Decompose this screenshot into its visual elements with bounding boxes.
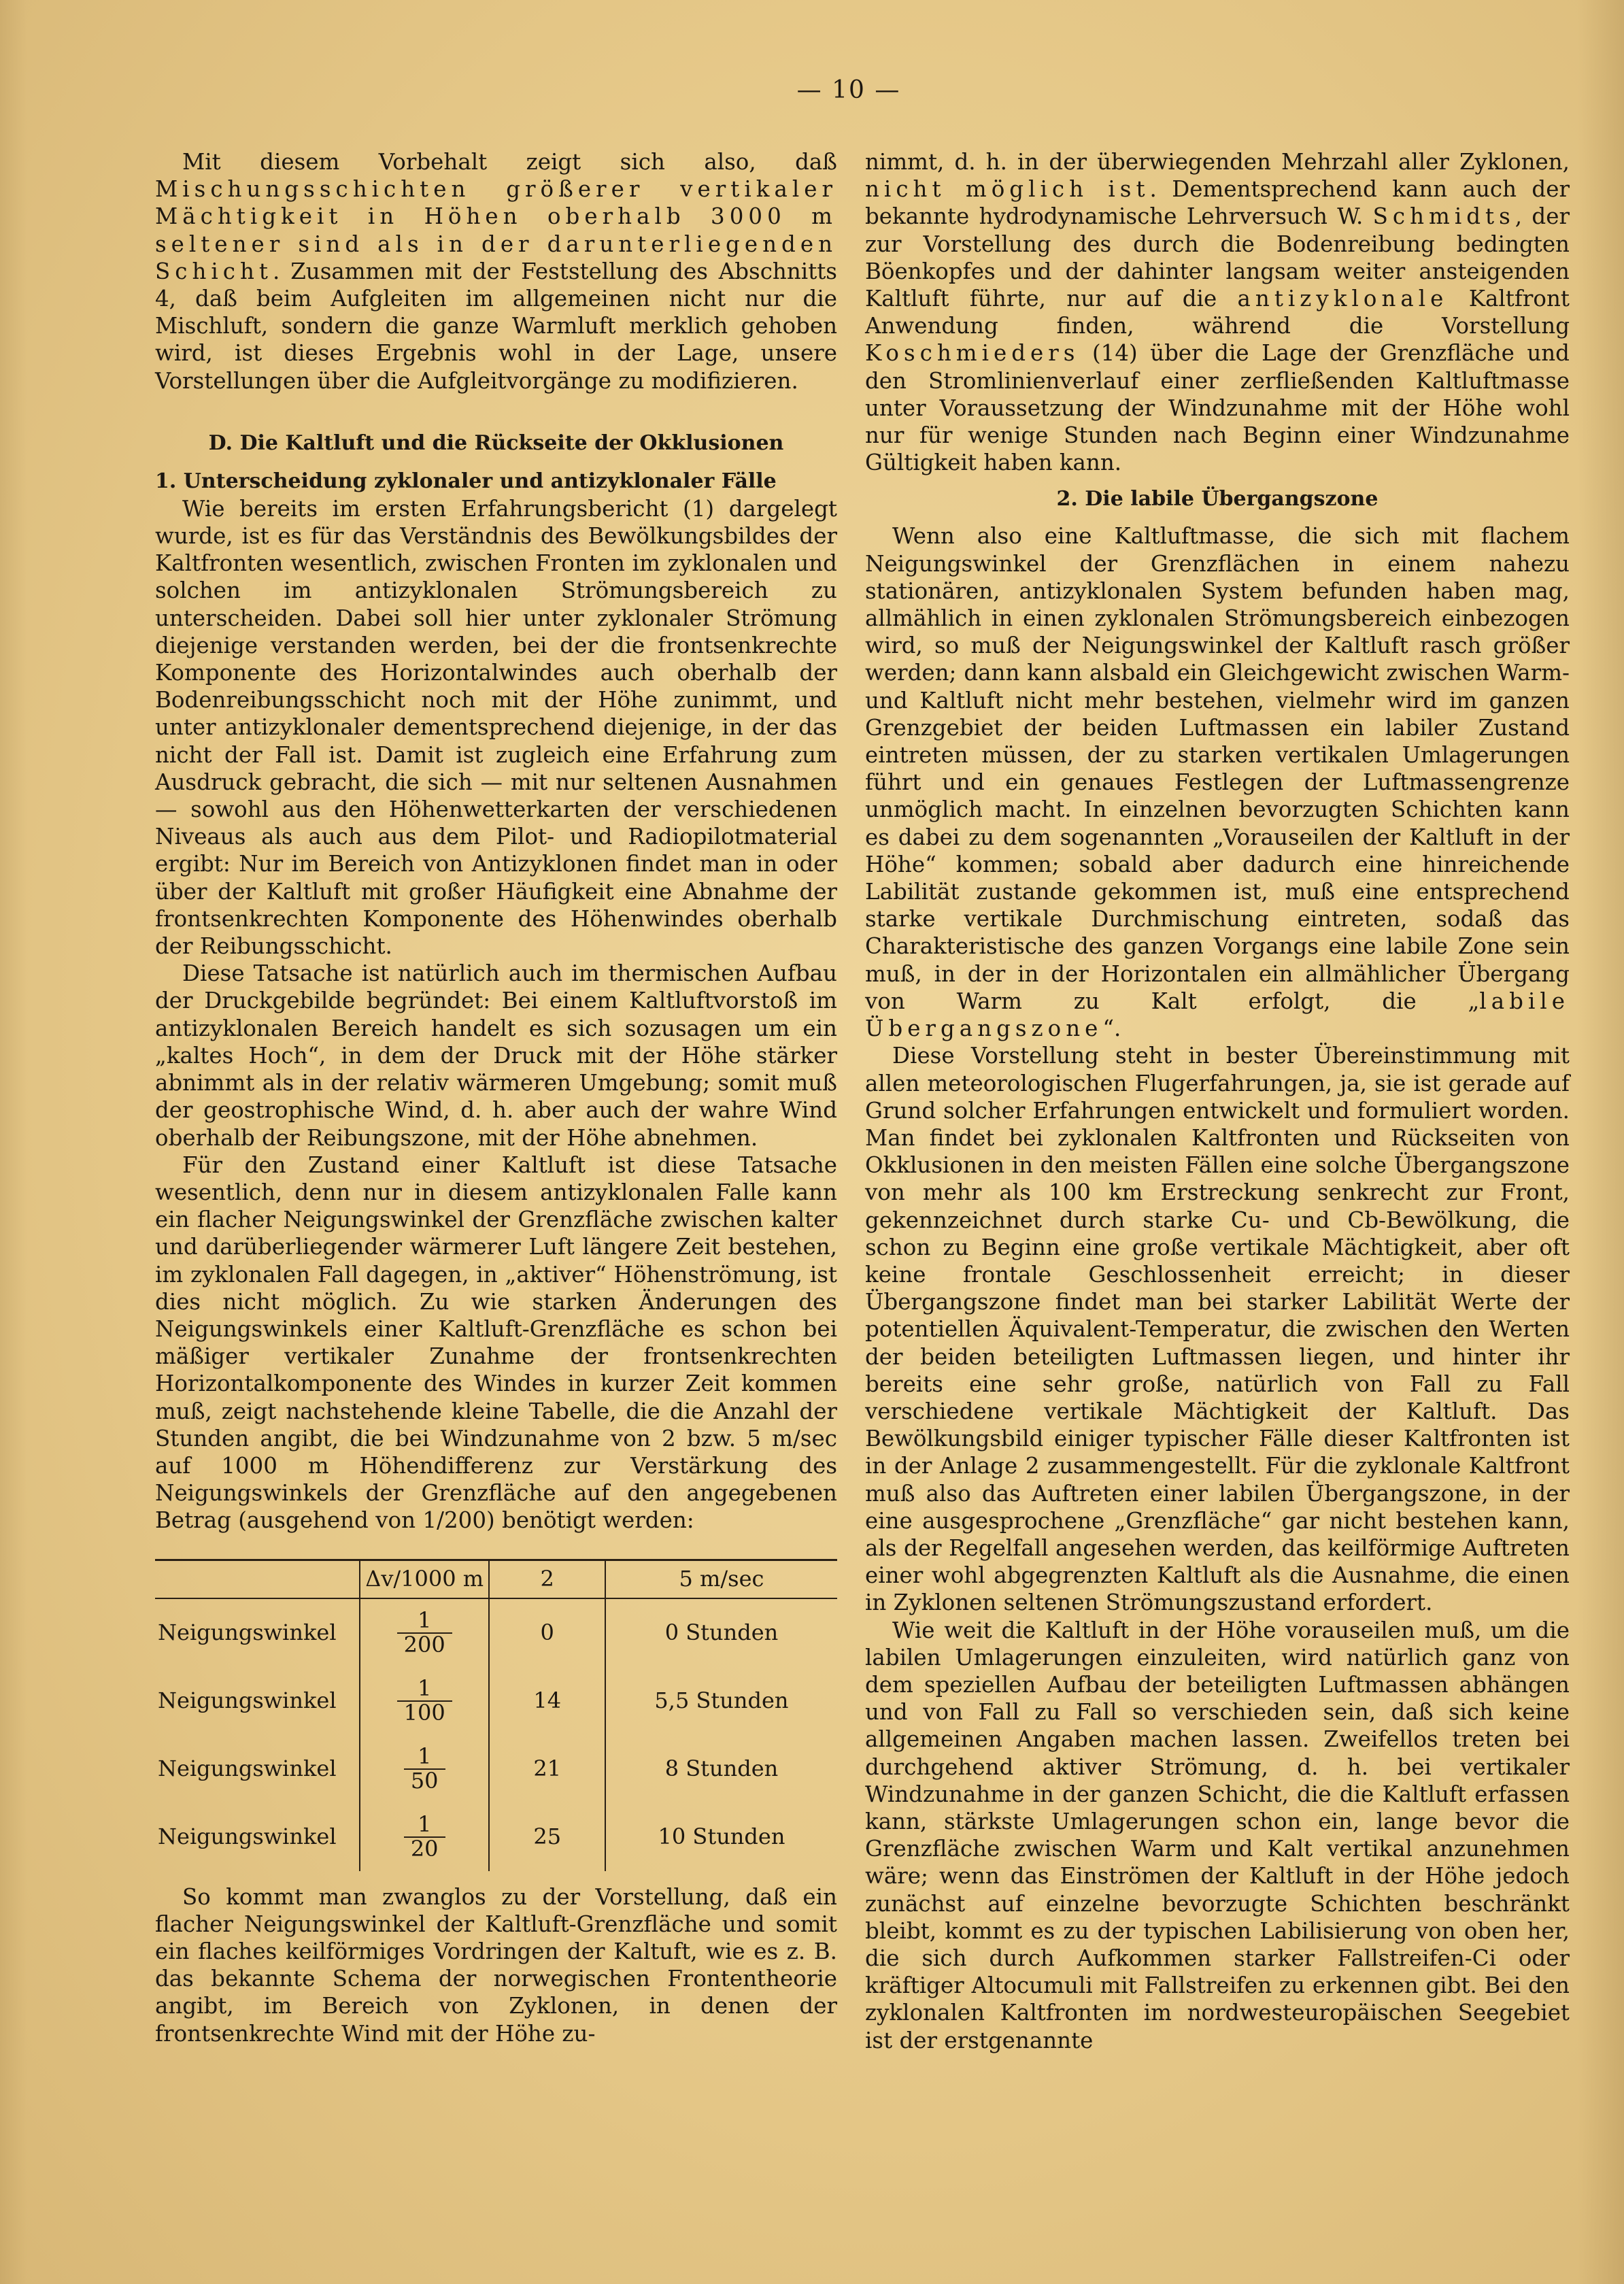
table-row (155, 1598, 837, 1667)
text: Kaltfront Anwendung finden, während die Vorstellung (865, 286, 1570, 339)
value-2: 14 (489, 1667, 605, 1735)
table-header: Δv/1000 m (360, 1560, 490, 1598)
numerator: 1 (397, 1677, 452, 1702)
paragraph (865, 522, 1570, 1042)
paragraph: Wie weit die Kaltluft in der Höhe vorauseilen muß, um die labilen Umlagerungen einzuleiten, wird natürlich ganz von dem speziellen Aufbau der beteiligten Luftmassen abhängen und von Fall zu Fall so verschieden sein, daß sich keine allgemeinen Angaben machen lassen. Zweifellos treten bei durchgehend aktiver Strömung, d. h. bei vertikaler Windzunahme in der ganzen Schicht, die die Kaltluft erfassen kann, stärkste Umlagerungen schon ein, lange bevor die Grenzfläche zwischen Warm und Kalt vertikal anzunehmen wäre; wenn das Einströmen der Kaltluft in der Höhe jedoch zunächst auf einzelne bevorzugte Schichten beschränkt bleibt, kommt es zu der typischen Labilisierung von oben her, die sich durch Aufkommen starker Fallstreifen-Ci oder kräftiger Altocumuli mit Fallstreifen zu erkennen gibt. Bei den zyklonalen Kaltfronten im nordwesteuropäischen Seegebiet ist der erstgenannte (865, 1617, 1570, 2053)
table-header (155, 1560, 360, 1598)
text: nimmt, d. h. in der überwiegenden Mehrzahl aller Zyklonen, (865, 149, 1570, 175)
text: . Dementsprechend kann auch der bekannte hydrodynamische Lehrversuch W. (865, 176, 1570, 230)
text: Wenn also eine Kaltluftmasse, die sich mit flachem Neigungswinkel der Grenzflächen in einem nahezu stationären, antizyklonalen System befunden haben mag, allmählich in einen zyklonalen Strömungsbereich einbezogen wird, so muß der Neigungswinkel der Kaltluft rasch größer werden; dann kann alsbald ein Gleichgewicht zwischen Warm- und Kaltluft nicht mehr bestehen, vielmehr wird im ganzen Grenzgebiet der beiden Luftmassen ein labiler Zustand eintreten müssen, der zu starken vertikalen Umlagerungen führt und ein genaues Festlegen der Luftmassengrenze unmöglich macht. In einzelnen bevorzugten Schichten kann es dabei zu dem sogenannten „Vorauseilen der Kaltluft in der Höhe“ kommen; sobald aber dadurch eine hinreichende Labilität zustande gekommen ist, muß eine entsprechend starke vertikale Durchmischung eintreten, sodaß das Charakteristische des ganzen Vorgangs eine labile Zone sein muß, in der in der Horizontalen ein allmählicher Übergang von Warm zu Kalt erfolgt, die „ (865, 523, 1570, 1014)
text: , der zur Vorstellung des durch die Bodenreibung bedingten Böenkopfes und der dahinter langsam weiter ansteigenden Kaltluft führte, nur auf die (865, 203, 1570, 312)
numerator: 1 (404, 1745, 445, 1770)
value-5: 8 Stunden (664, 1756, 779, 1782)
table-row (155, 1667, 837, 1735)
table-header-row (155, 1560, 837, 1598)
fraction (404, 1813, 445, 1860)
spaced-name: Schmidts (1372, 203, 1515, 230)
page-number: — 10 — (796, 76, 901, 104)
table-row (155, 1735, 837, 1803)
text: (14) über die Lage der Grenzfläche und den Stromlinienverlauf einer zerfließenden Kaltluftmasse unter Voraussetzung der Windzunahme mit der Höhe wohl nur für wenige Stunden nach Beginn einer Windzunahme Gültigkeit haben kann. (865, 340, 1570, 476)
table-header: 2 (489, 1560, 605, 1598)
paragraph: So kommt man zwanglos zu der Vorstellung, daß ein flacher Neigungswinkel der Kaltluft-Grenzfläche und somit ein flaches keilförmiges Vordringen der Kaltuft, wie es z. B. das bekannte Schema der norwegischen Frontentheorie angibt, im Bereich von Zyklonen, in denen der frontsenkrechte Wind mit der Höhe zu- (155, 1883, 837, 2047)
spaced-name: Koschmieders (865, 340, 1080, 367)
value-2: 21 (489, 1735, 605, 1803)
value-2: 25 (489, 1803, 605, 1871)
numerator: 1 (404, 1813, 445, 1838)
table-header: 5 m/sec (605, 1560, 837, 1598)
fraction-cell (360, 1735, 490, 1803)
row-label: Neigungswinkel (158, 1756, 337, 1782)
denominator: 50 (410, 1767, 439, 1794)
spaced-emphasis: labile Übergangszone (865, 988, 1570, 1042)
value-5: 0 Stunden (664, 1619, 779, 1646)
section-heading: D. Die Kaltluft und die Rückseite der Okklusionen (208, 431, 784, 455)
right-column (865, 148, 1570, 2054)
spaced-emphasis: Mischungsschichten größerer vertikaler Mächtigkeit in Höhen oberhalb 3000 m seltener sind als in der darunterliegenden Schicht (155, 176, 837, 284)
paragraph: Wie bereits im ersten Erfahrungsbericht (1) dargelegt wurde, ist es für das Verständnis des Bewölkungsbildes der Kaltfronten wesentlich, zwischen Fronten im zyklonalen und solchen im antizyklonalen Strömungsbereich zu unterscheiden. Dabei soll hier unter zyklonaler Strömung diejenige verstanden werden, bei der die frontsenkrechte Komponente des Horizontalwindes auch oberhalb der Bodenreibungsschicht noch mit der Höhe zunimmt, und unter antizyklonaler dementsprechend diejenige, in der das nicht der Fall ist. Damit ist zugleich eine Erfahrung zum Ausdruck gebracht, die sich — mit nur seltenen Ausnahmen — sowohl aus den Höhenwetterkarten der verschiedenen Niveaus als auch aus dem Pilot- und Radiopilotmaterial ergibt: Nur im Bereich von Antizyklonen findet man in oder über der Kaltluft mit großer Häufigkeit eine Abnahme der frontsenkrechten Komponente des Höhenwindes oberhalb der Reibungsschicht. (155, 495, 837, 960)
value-2: 0 (489, 1598, 605, 1667)
fraction-cell (360, 1598, 490, 1667)
spaced-emphasis: antizyklonale (1237, 286, 1449, 312)
value-5: 10 Stunden (658, 1824, 785, 1850)
subsection-heading: 1. Unterscheidung zyklonaler und antizyklonaler Fälle (155, 469, 777, 493)
row-label: Neigungswinkel (158, 1824, 337, 1850)
subsection-heading: 2. Die labile Übergangszone (1056, 487, 1378, 511)
numerator: 1 (397, 1609, 452, 1634)
value-5: 5,5 Stunden (654, 1687, 789, 1714)
paragraph (865, 148, 1570, 476)
row-label: Neigungswinkel (158, 1619, 337, 1646)
paragraph: Diese Tatsache ist natürlich auch im thermischen Aufbau der Druckgebilde begründet: Bei einem Kaltluftvorstoß im antizyklonalen Bereich handelt es sich sozusagen um ein „kaltes Hoch“, in dem der Druck mit der Höhe stärker abnimmt als in der relativ wärmeren Umgebung; somit muß der geostrophische Wind, d. h. aber auch der wahre Wind oberhalb der Reibungszone, mit der Höhe abnehmen. (155, 960, 837, 1151)
fraction (397, 1609, 452, 1656)
paragraph (155, 148, 837, 394)
paragraph: Diese Vorstellung steht in bester Übereinstimmung mit allen meteorologischen Flugerfahrungen, ja, sie ist gerade auf Grund solcher Erfahrungen entwickelt und formuliert worden. Man findet bei zyklonalen Kaltfronten und Rückseiten von Okklusionen in den meisten Fällen eine solche Übergangszone von mehr als 100 km Erstreckung senkrecht zur Front, gekennzeichnet durch starke Cu- und Cb-Bewölkung, die schon zu Beginn eine große vertikale Mächtigkeit, aber oft keine frontale Geschlossenheit erreicht; in dieser Übergangszone findet man bei starker Labilität Werte der potentiellen Äquivalent-Temperatur, die zwischen den Werten der beiden beteiligten Luftmassen liegen, und hinter ihr bereits eine sehr große, natürlich von Fall zu Fall verschiedene vertikale Mächtigkeit der Kaltluft. Das Bewölkungsbild einiger typischer Fälle dieser Kaltfronten ist in der Anlage 2 zusammengestellt. Für die zyklonale Kaltfront muß also das Auftreten einer labilen Übergangszone, in der eine ausgesprochene „Grenzfläche“ gar nicht bestehen kann, als der Regelfall angesehen werden, das keilförmige Auftreten einer wohl abgegrenzten Kaltluft als die Ausnahme, die einen in Zyklonen seltenen Strömungszustand erfordert. (865, 1043, 1570, 1616)
inclination-table (155, 1559, 837, 1871)
table-row (155, 1803, 837, 1871)
denominator: 200 (403, 1631, 445, 1658)
text: “. (1102, 1015, 1121, 1042)
row-label: Neigungswinkel (158, 1687, 337, 1714)
fraction-cell (360, 1803, 490, 1871)
left-column (155, 148, 837, 2047)
denominator: 20 (410, 1835, 439, 1862)
denominator: 100 (403, 1699, 445, 1726)
fraction-cell (360, 1667, 490, 1735)
fraction (404, 1745, 445, 1792)
paragraph: Für den Zustand einer Kaltluft ist diese Tatsache wesentlich, denn nur in diesem antizyklonalen Falle kann ein flacher Neigungswinkel der Grenzfläche zwischen kalter und darüberliegender wärmerer Luft längere Zeit bestehen, im zyklonalen Fall dagegen, in „aktiver“ Höhenströmung, ist dies nicht möglich. Zu wie starken Änderungen des Neigungswinkels einer Kaltluft-Grenzfläche es schon bei mäßiger vertikaler Zunahme der frontsenkrechten Horizontalkomponente des Windes in kurzer Zeit kommen muß, zeigt nachstehende kleine Tabelle, die die Anzahl der Stunden angibt, die bei Windzunahme von 2 bzw. 5 m/sec auf 1000 m Höhendifferenz zur Verstärkung des Neigungswinkels der Grenzfläche auf den angegebenen Betrag (ausgehend von 1/200) benötigt werden: (155, 1152, 837, 1534)
fraction (397, 1677, 452, 1724)
spaced-emphasis: nicht möglich ist (865, 176, 1150, 203)
text: . Zusammen mit der Feststellung des Abschnitts 4, daß beim Aufgleiten im allgemeinen nicht nur die Mischluft, sondern die ganze Warmluft merklich gehoben wird, ist dieses Ergebnis wohl in der Lage, unsere Vorstellungen über die Aufgleitvorgänge zu modifizieren. (155, 258, 837, 394)
text: Mit diesem Vorbehalt zeigt sich also, daß (182, 149, 837, 175)
